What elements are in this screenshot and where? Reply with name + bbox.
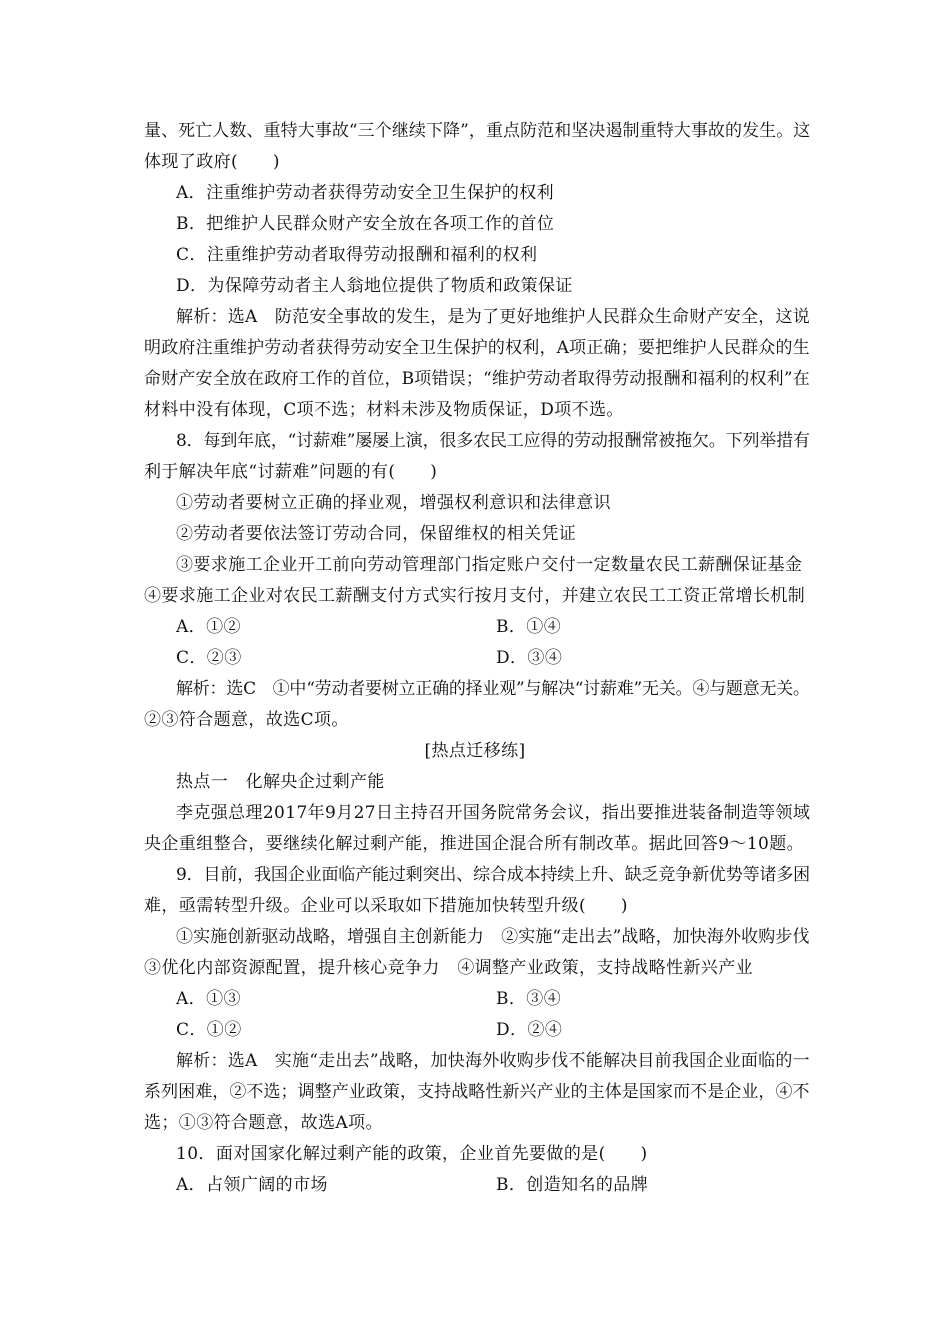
statement-1: ①劳动者要树立正确的择业观，增强权利意识和法律意识 [176, 493, 611, 513]
question-8: 利于解决年底“讨薪难”问题的有( ) [144, 462, 438, 482]
section-heading: [热点迁移练] [424, 741, 526, 761]
option-d: D．为保障劳动者主人翁地位提供了物质和政策保证 [176, 276, 573, 296]
analysis-text: 解析：选C ①中“劳动者要树立正确的择业观”与解决“讨薪难”无关。④与题意无关。 [176, 679, 810, 699]
option-b: B．把维护人民群众财产安全放在各项工作的首位 [176, 214, 555, 234]
material-text: 央企重组整合，要继续化解过剩产能，推进国企混合所有制改革。据此回答9～10题。 [144, 834, 805, 854]
statement-3: ③要求施工企业开工前向劳动管理部门指定账户交付一定数量农民工薪酬保证基金 [176, 555, 803, 575]
option-a: A．①② [176, 617, 241, 637]
option-b: B．①④ [496, 617, 562, 637]
material-text: 李克强总理2017年9月27日主持召开国务院常务会议，指出要推进装备制造等领域 [176, 803, 811, 823]
option-b: B．创造知名的品牌 [496, 1175, 649, 1195]
analysis-text: 解析：选A 防范安全事故的发生，是为了更好地维护人民群众生命财产安全，这说 [176, 307, 811, 327]
option-a: A．①③ [176, 989, 241, 1009]
analysis-text: ②③符合题意，故选C项。 [144, 710, 349, 730]
analysis-text: 明政府注重维护劳动者获得劳动安全卫生保护的权利，A项正确；要把维护人民群众的生 [144, 338, 810, 358]
analysis-text: 选；①③符合题意，故选A项。 [144, 1113, 383, 1133]
option-a: A．占领广阔的市场 [176, 1175, 328, 1195]
statement-4: ④要求施工企业对农民工薪酬支付方式实行按月支付，并建立农民工工资正常增长机制 [144, 586, 806, 606]
option-c: C．注重维护劳动者取得劳动报酬和福利的权利 [176, 245, 538, 265]
question-9: 9．目前，我国企业面临产能过剩突出、综合成本持续上升、缺乏竞争新优势等诸多困 [176, 865, 811, 885]
statement-2: ②劳动者要依法签订劳动合同，保留维权的相关凭证 [176, 524, 577, 544]
analysis-text: 解析：选A 实施“走出去”战略，加快海外收购步伐不能解决目前我国企业面临的一 [176, 1051, 810, 1071]
hotspot-title: 热点一 化解央企过剩产能 [176, 772, 385, 792]
statement-3-4: ③优化内部资源配置，提升核心竞争力 ④调整产业政策，支持战略性新兴产业 [144, 958, 753, 978]
option-a: A．注重维护劳动者获得劳动安全卫生保护的权利 [176, 183, 555, 203]
statement-1-2: ①实施创新驱动战略，增强自主创新能力 ②实施“走出去”战略，加快海外收购步伐 [176, 927, 810, 947]
option-d: D．②④ [496, 1020, 563, 1040]
analysis-text: 系列困难，②不选；调整产业政策，支持战略性新兴产业的主体是国家而不是企业，④不 [144, 1082, 810, 1102]
text-line: 量、死亡人数、重特大事故“三个继续下降”，重点防范和坚决遏制重特大事故的发生。这 [144, 121, 811, 141]
option-c: C．②③ [176, 648, 242, 668]
question-8: 8．每到年底，“讨薪难”屡屡上演，很多农民工应得的劳动报酬常被拖欠。下列举措有 [176, 431, 810, 451]
option-b: B．③④ [496, 989, 562, 1009]
option-d: D．③④ [496, 648, 563, 668]
text-line: 体现了政府( ) [144, 152, 280, 172]
option-c: C．①② [176, 1020, 242, 1040]
analysis-text: 材料中没有体现，C项不选；材料未涉及物质保证，D项不选。 [144, 400, 624, 420]
question-9: 难，亟需转型升级。企业可以采取如下措施加快转型升级( ) [144, 896, 628, 916]
analysis-text: 命财产安全放在政府工作的首位，B项错误；“维护劳动者取得劳动报酬和福利的权利”在 [144, 369, 810, 389]
question-10: 10．面对国家化解过剩产能的政策，企业首先要做的是( ) [176, 1144, 648, 1164]
